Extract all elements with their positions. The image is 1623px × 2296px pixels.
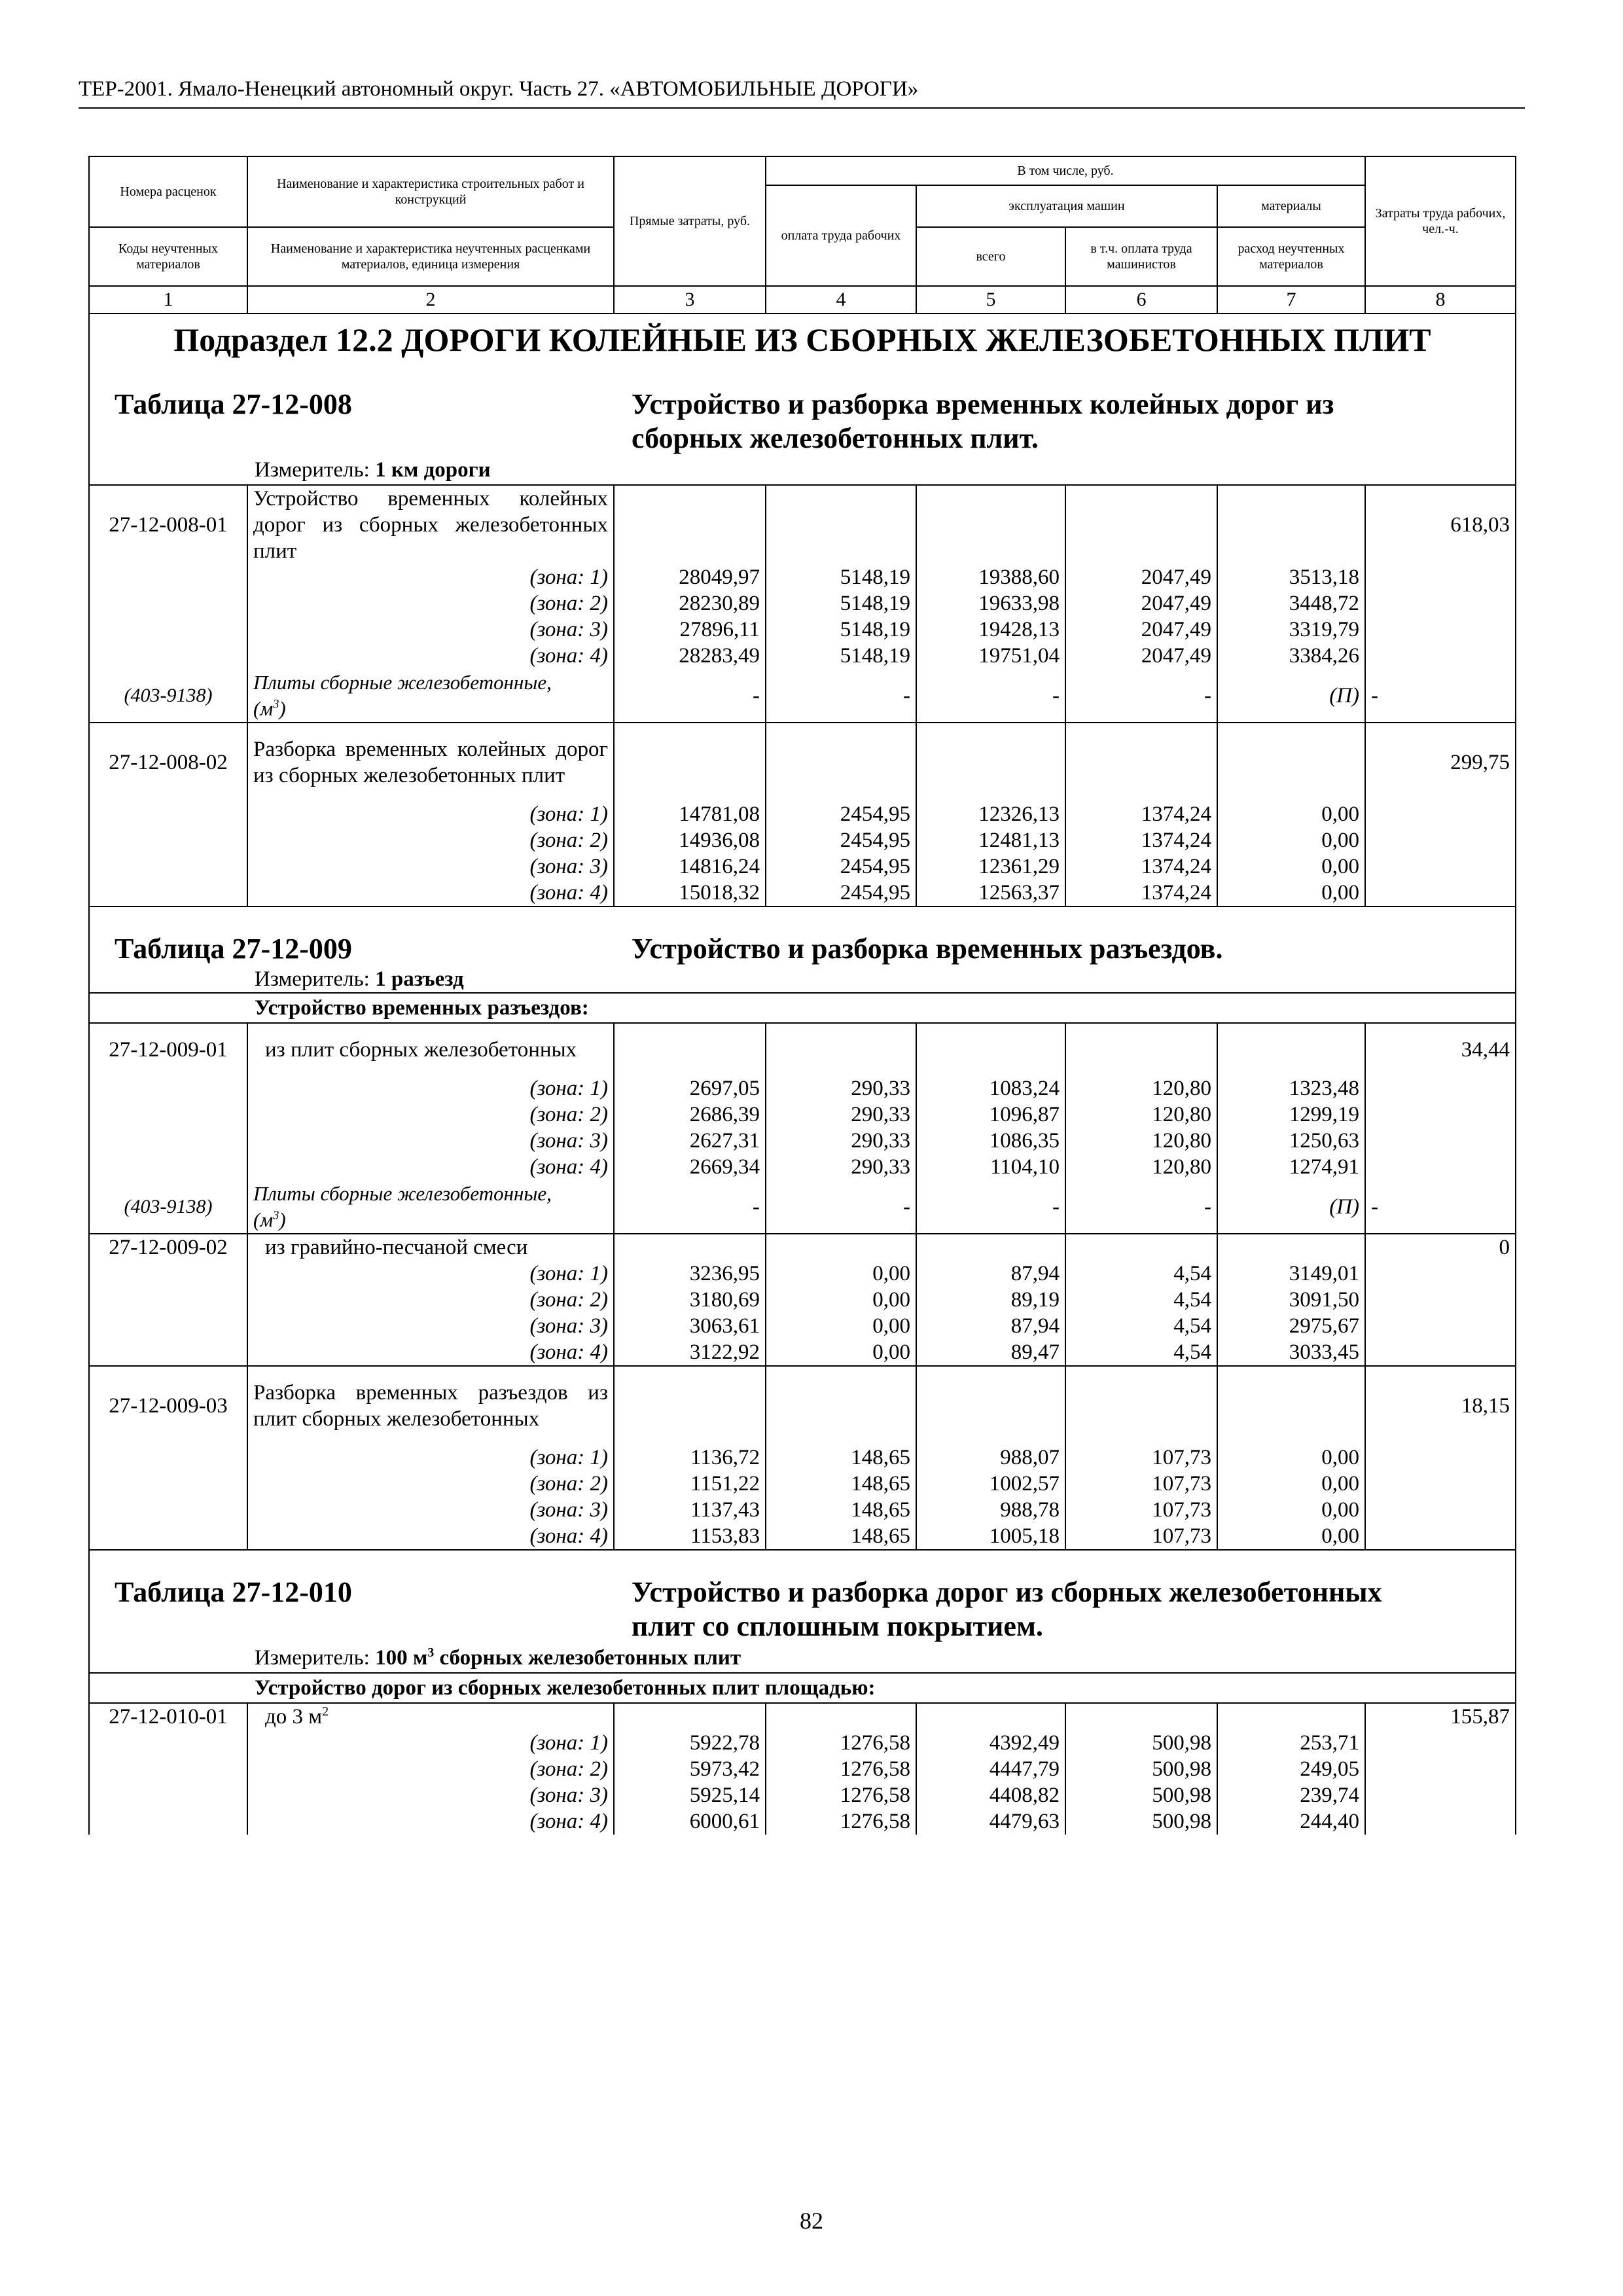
direct-cost: 1136,72 — [614, 1444, 766, 1471]
material-cost: 0,00 — [1217, 827, 1365, 853]
material-cost: (П) — [1217, 669, 1365, 723]
table-row — [89, 1366, 1516, 1444]
zone-label: (зона: 2) — [247, 1102, 614, 1128]
page-header: ТЕР-2001. Ямало-Ненецкий автономный округ. Часть 27. «АВТОМОБИЛЬНЫЕ ДОРОГИ» — [79, 73, 1525, 109]
rate-code: 27-12-010-01 — [89, 1703, 247, 1730]
rates-table — [88, 156, 1516, 1835]
zone-label: (зона: 3) — [247, 1313, 614, 1339]
material-cost: 3513,18 — [1217, 564, 1365, 590]
machine-cost: 1104,10 — [916, 1154, 1065, 1180]
zone-label: (зона: 2) — [247, 590, 614, 617]
material-cost: 3033,45 — [1217, 1339, 1365, 1366]
direct-cost: 27896,11 — [614, 617, 766, 643]
incl-header: В том числе, руб. — [766, 156, 1365, 185]
machinist-wage: 4,54 — [1065, 1261, 1217, 1287]
rate-title: из плит сборных железобетонных — [247, 1023, 614, 1075]
machines-header: эксплуатация машин — [916, 185, 1217, 227]
table-009-name: Таблица 27-12-009 — [115, 933, 352, 965]
direct-cost: 3063,61 — [614, 1313, 766, 1339]
machinist-wage: 107,73 — [1065, 1444, 1217, 1471]
measure-value: 100 $м^3$ сборных железобетонных плит — [375, 1645, 741, 1670]
col5-header: всего — [916, 227, 1065, 286]
wage-cost: 290,33 — [766, 1102, 916, 1128]
material-cost: 244,40 — [1217, 1808, 1365, 1835]
machinist-wage: 120,80 — [1065, 1075, 1217, 1102]
column-number: 7 — [1217, 286, 1365, 314]
material-cost: 3149,01 — [1217, 1261, 1365, 1287]
zone-label: (зона: 2) — [247, 1471, 614, 1497]
zone-label: (зона: 4) — [247, 1808, 614, 1835]
wage-cost: 5148,19 — [766, 617, 916, 643]
machinist-wage: 2047,49 — [1065, 590, 1217, 617]
table-010-name: Таблица 27-12-010 — [115, 1576, 352, 1608]
material-cost: 1250,63 — [1217, 1128, 1365, 1154]
group-title: Устройство дорог из сборных железобетонных плит площадью: — [89, 1673, 1516, 1703]
table-row — [89, 590, 1516, 617]
measure-label: Измеритель: — [255, 1646, 370, 1670]
machine-cost: 1002,57 — [916, 1471, 1065, 1497]
wage-cost: 148,65 — [766, 1497, 916, 1523]
table-row — [89, 1128, 1516, 1154]
col2-top-header: Наименование и характеристика строительных работ и конструкций — [247, 156, 614, 227]
machine-cost: 12361,29 — [916, 853, 1065, 880]
labor-cost: 18,15 — [1365, 1366, 1516, 1444]
wage-cost: 0,00 — [766, 1261, 916, 1287]
wage-cost: 290,33 — [766, 1075, 916, 1102]
machinist-wage: 120,80 — [1065, 1102, 1217, 1128]
wage-cost: 1276,58 — [766, 1782, 916, 1808]
direct-cost: - — [614, 669, 766, 723]
direct-cost: 1151,22 — [614, 1471, 766, 1497]
rate-code: 27-12-009-01 — [89, 1023, 247, 1075]
wage-cost: 2454,95 — [766, 801, 916, 827]
machinist-wage: 120,80 — [1065, 1128, 1217, 1154]
wage-cost: 290,33 — [766, 1128, 916, 1154]
direct-cost: 2669,34 — [614, 1154, 766, 1180]
direct-cost: - — [614, 1180, 766, 1234]
machinist-wage: - — [1065, 669, 1217, 723]
wage-cost: 0,00 — [766, 1339, 916, 1366]
direct-cost: 5922,78 — [614, 1730, 766, 1756]
direct-cost: 5973,42 — [614, 1756, 766, 1782]
machinist-wage: 500,98 — [1065, 1730, 1217, 1756]
machine-cost: 1096,87 — [916, 1102, 1065, 1128]
material-cost: 0,00 — [1217, 853, 1365, 880]
direct-cost: 5925,14 — [614, 1782, 766, 1808]
machinist-wage: 2047,49 — [1065, 643, 1217, 669]
col4-header: оплата труда рабочих — [766, 185, 916, 286]
rate-code: 27-12-009-03 — [89, 1366, 247, 1444]
machine-cost: 4408,82 — [916, 1782, 1065, 1808]
material-cost: 239,74 — [1217, 1782, 1365, 1808]
direct-cost: 1137,43 — [614, 1497, 766, 1523]
material-cost: 1274,91 — [1217, 1154, 1365, 1180]
table-row — [89, 1154, 1516, 1180]
machine-cost: 988,78 — [916, 1497, 1065, 1523]
labor-cost: 0 — [1365, 1234, 1516, 1261]
wage-cost: 1276,58 — [766, 1756, 916, 1782]
zone-label: (зона: 2) — [247, 827, 614, 853]
wage-cost: 5148,19 — [766, 643, 916, 669]
material-cost: 3091,50 — [1217, 1287, 1365, 1313]
materials-header: материалы — [1217, 185, 1365, 227]
zone-label: (зона: 4) — [247, 880, 614, 906]
wage-cost: 5148,19 — [766, 564, 916, 590]
direct-cost: 1153,83 — [614, 1523, 766, 1550]
material-cost: 0,00 — [1217, 880, 1365, 906]
subsection-title: Подраздел 12.2 ДОРОГИ КОЛЕЙНЫЕ ИЗ СБОРНЫХ ЖЕЛЕЗОБЕТОННЫХ ПЛИТ — [89, 314, 1516, 365]
column-number: 8 — [1365, 286, 1516, 314]
machine-cost: 19751,04 — [916, 643, 1065, 669]
labor-cost: 618,03 — [1365, 485, 1516, 564]
rate-title: Разборка временных колейных дорог из сборных железобетонных плит — [247, 723, 614, 801]
col3-header: Прямые затраты, руб. — [614, 156, 766, 286]
table-row — [89, 801, 1516, 827]
material-cost: 0,00 — [1217, 1523, 1365, 1550]
machinist-wage: 107,73 — [1065, 1471, 1217, 1497]
machine-cost: 1005,18 — [916, 1523, 1065, 1550]
machine-cost: 4447,79 — [916, 1756, 1065, 1782]
material-cost: 3448,72 — [1217, 590, 1365, 617]
rate-code: 27-12-008-02 — [89, 723, 247, 801]
table-row — [89, 617, 1516, 643]
table-row — [89, 485, 1516, 564]
table-row — [89, 1023, 1516, 1075]
table-row — [89, 1261, 1516, 1287]
material-cost: 1323,48 — [1217, 1075, 1365, 1102]
machine-cost: - — [916, 669, 1065, 723]
machinist-wage: 2047,49 — [1065, 564, 1217, 590]
machinist-wage: 120,80 — [1065, 1154, 1217, 1180]
machine-cost: 12481,13 — [916, 827, 1065, 853]
table-row — [89, 1075, 1516, 1102]
material-cost: 0,00 — [1217, 1497, 1365, 1523]
rate-title: Разборка временных разъездов из плит сборных железобетонных — [247, 1366, 614, 1444]
wage-cost: 2454,95 — [766, 880, 916, 906]
machine-cost: 1086,35 — [916, 1128, 1065, 1154]
col7-header: расход неучтенных материалов — [1217, 227, 1365, 286]
machine-cost: 12563,37 — [916, 880, 1065, 906]
wage-cost: 148,65 — [766, 1444, 916, 1471]
wage-cost: 0,00 — [766, 1313, 916, 1339]
table-row — [89, 643, 1516, 669]
table-010-description: Устройство и разборка дорог из сборных железобетонных плит со сплошным покрытием. — [632, 1576, 1382, 1642]
table-row — [89, 723, 1516, 801]
zone-label: (зона: 1) — [247, 1444, 614, 1471]
col1-top-header: Номера расценок — [89, 156, 247, 227]
table-row — [89, 669, 1516, 723]
machinist-wage: 1374,24 — [1065, 853, 1217, 880]
column-number: 5 — [916, 286, 1065, 314]
machinist-wage: 1374,24 — [1065, 827, 1217, 853]
col1-bottom-header: Коды неучтенных материалов — [89, 227, 247, 286]
machinist-wage: 4,54 — [1065, 1287, 1217, 1313]
material-cost: 0,00 — [1217, 801, 1365, 827]
table-row — [89, 564, 1516, 590]
wage-cost: 5148,19 — [766, 590, 916, 617]
zone-label: (зона: 1) — [247, 564, 614, 590]
material-name: Плиты сборные железобетонные, $(м^3)$ — [247, 1180, 614, 1234]
labor-cost: 34,44 — [1365, 1023, 1516, 1075]
table-row — [89, 1730, 1516, 1756]
machine-cost: 4392,49 — [916, 1730, 1065, 1756]
table-008-name: Таблица 27-12-008 — [115, 388, 352, 420]
page-number: 82 — [800, 2208, 823, 2234]
wage-cost: - — [766, 1180, 916, 1234]
machinist-wage: 4,54 — [1065, 1339, 1217, 1366]
table-row — [89, 1523, 1516, 1550]
zone-label: (зона: 3) — [247, 1128, 614, 1154]
material-cost: 0,00 — [1217, 1471, 1365, 1497]
machine-cost: 19388,60 — [916, 564, 1065, 590]
machinist-wage: 1374,24 — [1065, 880, 1217, 906]
rate-code: 27-12-009-02 — [89, 1234, 247, 1261]
zone-label: (зона: 4) — [247, 643, 614, 669]
column-number: 1 — [89, 286, 247, 314]
wage-cost: 1276,58 — [766, 1730, 916, 1756]
table-row — [89, 827, 1516, 853]
column-numbers-row — [89, 286, 1516, 314]
material-name: Плиты сборные железобетонные, $(м^3)$ — [247, 669, 614, 723]
labor-cost: 299,75 — [1365, 723, 1516, 801]
machinist-wage: 1374,24 — [1065, 801, 1217, 827]
group-title: Устройство временных разъездов: — [89, 993, 1516, 1023]
table-row — [89, 1497, 1516, 1523]
table-row — [89, 1339, 1516, 1366]
zone-label: (зона: 4) — [247, 1523, 614, 1550]
measure-label: Измеритель: — [255, 458, 370, 482]
direct-cost: 2627,31 — [614, 1128, 766, 1154]
labor-cost: 155,87 — [1365, 1703, 1516, 1730]
machine-cost: 19428,13 — [916, 617, 1065, 643]
table-row — [89, 1313, 1516, 1339]
table-row — [89, 1180, 1516, 1234]
machine-cost: 89,47 — [916, 1339, 1065, 1366]
machine-cost: 1083,24 — [916, 1075, 1065, 1102]
wage-cost: 148,65 — [766, 1471, 916, 1497]
column-number: 6 — [1065, 286, 1217, 314]
wage-cost: 2454,95 — [766, 853, 916, 880]
machinist-wage: 107,73 — [1065, 1497, 1217, 1523]
machinist-wage: 500,98 — [1065, 1782, 1217, 1808]
direct-cost: 14781,08 — [614, 801, 766, 827]
direct-cost: 3122,92 — [614, 1339, 766, 1366]
table-row — [89, 1444, 1516, 1471]
machine-cost: 87,94 — [916, 1313, 1065, 1339]
material-cost: 253,71 — [1217, 1730, 1365, 1756]
machine-cost: 988,07 — [916, 1444, 1065, 1471]
table-008-description: Устройство и разборка временных колейных дорог из сборных железобетонных плит. — [632, 388, 1334, 454]
material-code: (403-9138) — [89, 1180, 247, 1234]
rate-code: 27-12-008-01 — [89, 485, 247, 564]
column-number: 4 — [766, 286, 916, 314]
wage-cost: 290,33 — [766, 1154, 916, 1180]
direct-cost: 3180,69 — [614, 1287, 766, 1313]
direct-cost: 28230,89 — [614, 590, 766, 617]
wage-cost: - — [766, 669, 916, 723]
col2-bottom-header: Наименование и характеристика неучтенных расценками материалов, единица измерения — [247, 227, 614, 286]
zone-label: (зона: 3) — [247, 1497, 614, 1523]
machine-cost: 4479,63 — [916, 1808, 1065, 1835]
material-code: (403-9138) — [89, 669, 247, 723]
material-cost: (П) — [1217, 1180, 1365, 1234]
zone-label: (зона: 4) — [247, 1154, 614, 1180]
zone-label: (зона: 1) — [247, 1075, 614, 1102]
direct-cost: 14816,24 — [614, 853, 766, 880]
material-cost: 3384,26 — [1217, 643, 1365, 669]
rate-title: из гравийно-песчаной смеси — [247, 1234, 614, 1261]
material-cost: 0,00 — [1217, 1444, 1365, 1471]
direct-cost: 6000,61 — [614, 1808, 766, 1835]
table-row — [89, 880, 1516, 906]
direct-cost: 2686,39 — [614, 1102, 766, 1128]
direct-cost: 28049,97 — [614, 564, 766, 590]
table-row — [89, 1287, 1516, 1313]
col8-header: Затраты труда рабочих, чел.-ч. — [1365, 156, 1516, 286]
direct-cost: 3236,95 — [614, 1261, 766, 1287]
table-row — [89, 1703, 1516, 1730]
material-cost: 2975,67 — [1217, 1313, 1365, 1339]
direct-cost: 28283,49 — [614, 643, 766, 669]
material-cost: 3319,79 — [1217, 617, 1365, 643]
machine-cost: 19633,98 — [916, 590, 1065, 617]
machinist-wage: 4,54 — [1065, 1313, 1217, 1339]
zone-label: (зона: 2) — [247, 1756, 614, 1782]
table-row — [89, 1782, 1516, 1808]
table-009-description: Устройство и разборка временных разъездов. — [632, 933, 1223, 965]
machinist-wage: - — [1065, 1180, 1217, 1234]
col6-header: в т.ч. оплата труда машинистов — [1065, 227, 1217, 286]
labor-cost: - — [1365, 1180, 1516, 1234]
column-number: 2 — [247, 286, 614, 314]
zone-label: (зона: 1) — [247, 1730, 614, 1756]
material-cost: 1299,19 — [1217, 1102, 1365, 1128]
table-row — [89, 853, 1516, 880]
material-cost: 249,05 — [1217, 1756, 1365, 1782]
machinist-wage: 107,73 — [1065, 1523, 1217, 1550]
wage-cost: 0,00 — [766, 1287, 916, 1313]
machinist-wage: 2047,49 — [1065, 617, 1217, 643]
wage-cost: 148,65 — [766, 1523, 916, 1550]
zone-label: (зона: 3) — [247, 617, 614, 643]
column-number: 3 — [614, 286, 766, 314]
direct-cost: 14936,08 — [614, 827, 766, 853]
direct-cost: 15018,32 — [614, 880, 766, 906]
table-row — [89, 1234, 1516, 1261]
labor-cost: - — [1365, 669, 1516, 723]
zone-label: (зона: 1) — [247, 1261, 614, 1287]
rate-title: Устройство временных колейных дорог из сборных железобетонных плит — [247, 485, 614, 564]
table-row — [89, 1102, 1516, 1128]
zone-label: (зона: 4) — [247, 1339, 614, 1366]
zone-label: (зона: 2) — [247, 1287, 614, 1313]
wage-cost: 1276,58 — [766, 1808, 916, 1835]
table-row — [89, 1808, 1516, 1835]
machinist-wage: 500,98 — [1065, 1756, 1217, 1782]
zone-label: (зона: 3) — [247, 1782, 614, 1808]
machine-cost: 89,19 — [916, 1287, 1065, 1313]
measure-value: 1 разъезд — [375, 967, 464, 991]
wage-cost: 2454,95 — [766, 827, 916, 853]
table-row — [89, 1756, 1516, 1782]
measure-label: Измеритель: — [255, 967, 370, 991]
machine-cost: - — [916, 1180, 1065, 1234]
machine-cost: 12326,13 — [916, 801, 1065, 827]
table-row — [89, 1471, 1516, 1497]
rate-title: до 3 $м^2$ — [247, 1703, 614, 1730]
zone-label: (зона: 3) — [247, 853, 614, 880]
machinist-wage: 500,98 — [1065, 1808, 1217, 1835]
direct-cost: 2697,05 — [614, 1075, 766, 1102]
zone-label: (зона: 1) — [247, 801, 614, 827]
machine-cost: 87,94 — [916, 1261, 1065, 1287]
measure-value: 1 км дороги — [375, 458, 491, 482]
